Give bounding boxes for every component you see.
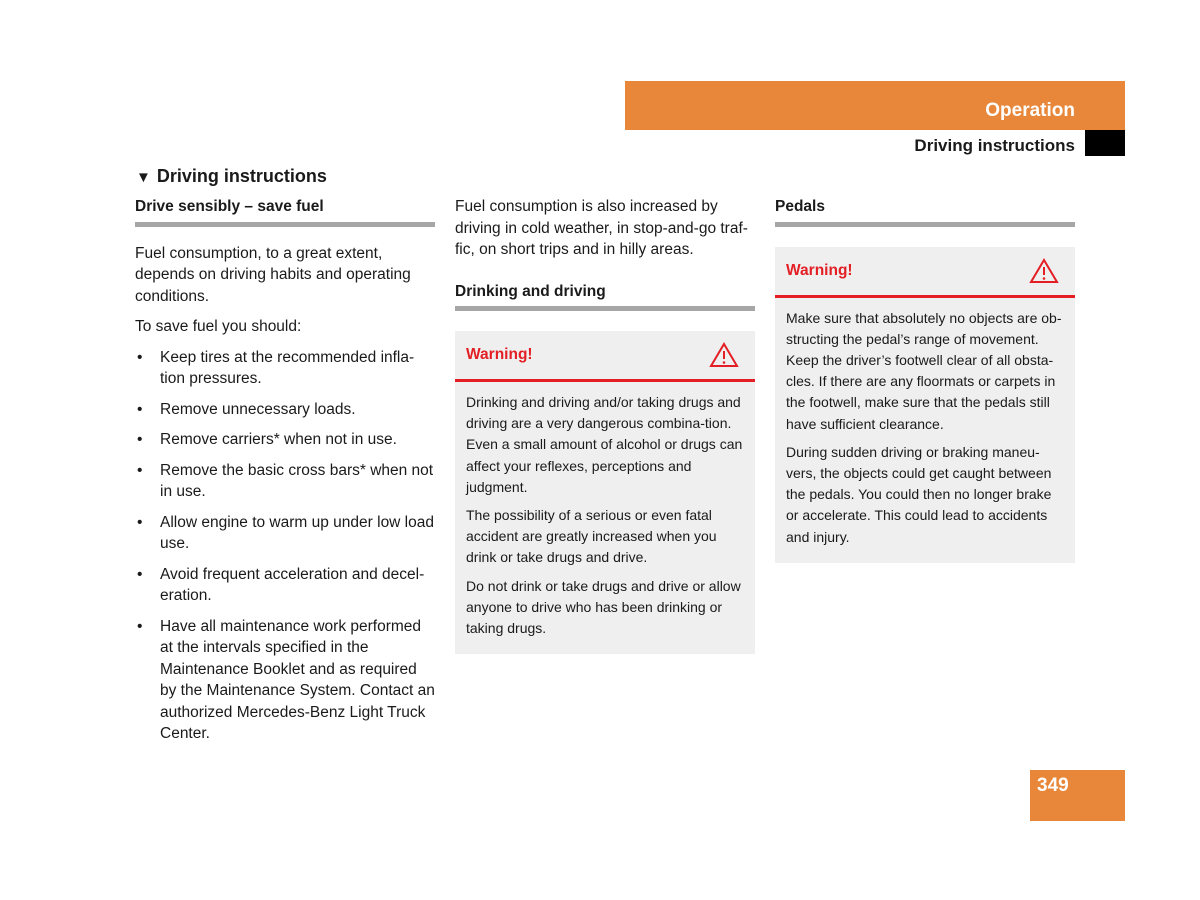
column-pedals <box>775 196 1075 563</box>
warning-paragraph: Do not drink or take drugs and drive or allow anyone to drive who has been drinking or taking drugs. <box>466 577 741 637</box>
triangle-down-icon: ▼ <box>136 169 151 186</box>
warning-body <box>455 382 755 654</box>
list-item <box>135 429 435 451</box>
subheading-drinking: Drinking and driving <box>455 281 755 312</box>
warning-triangle-icon <box>1029 258 1059 284</box>
bullet-icon: • <box>137 400 143 418</box>
fuel-tips-list <box>135 347 435 745</box>
list-item-text: Remove unnecessary loads. <box>160 400 356 418</box>
warning-paragraph: The possibility of a serious or even fatal accident are greatly increased when you drink or take drugs and drive. <box>466 507 717 566</box>
bullet-icon: • <box>137 461 143 479</box>
section-title: Operation <box>985 100 1075 121</box>
paragraph-intro: Fuel consumption is also increased by driving in cold weather, in stop-and-go traf-fic, on short trips and in hilly areas. <box>455 198 748 258</box>
list-item <box>135 564 435 607</box>
warning-box <box>455 331 755 654</box>
warning-header <box>455 331 755 382</box>
bullet-icon: • <box>137 348 143 366</box>
bullet-icon: • <box>137 513 143 531</box>
warning-triangle-icon <box>709 342 739 368</box>
warning-paragraph: Drinking and driving and/or taking drugs and driving are a very dangerous combina-tion. Even a small amount of alcohol or drugs can affect your reflexes, perceptions and judgment. <box>466 394 743 495</box>
subsection-title: Driving instructions <box>914 136 1075 155</box>
paragraph-intro: Fuel consumption, to a great extent, depends on driving habits and operating conditions. <box>135 244 411 305</box>
column-drinking <box>455 196 755 654</box>
page-heading <box>136 166 327 187</box>
list-item-text: Have all maintenance work performed at the intervals specified in the Maintenance Booklet and as required by the Maintenance System. Contact an authorized Mercedes-Benz Light Truck Center. <box>160 617 435 742</box>
list-item <box>135 347 435 390</box>
page-number: 349 <box>1037 775 1069 796</box>
page-heading-title: Driving instructions <box>156 166 327 186</box>
warning-paragraph: Make sure that absolutely no objects are ob-structing the pedal’s range of movement. Keep the driver’s footwell clear of all obsta-cles. If there are any floormats or carpets in the footwell, make sure that the pedals still have sufficient clearance. <box>786 309 1062 432</box>
bullet-icon: • <box>137 617 143 635</box>
list-item-text: Avoid frequent acceleration and decel-eration. <box>160 565 425 604</box>
bullet-icon: • <box>137 431 143 448</box>
list-item <box>135 512 435 555</box>
list-item <box>135 460 435 503</box>
warning-label: Warning! <box>466 346 533 364</box>
warning-paragraph: During sudden driving or braking maneu-vers, the objects could get caught between the pedals. You could then no longer brake or accelerate. This could lead to accidents and injury. <box>786 443 1052 545</box>
list-item <box>135 399 435 421</box>
subheading-pedals: Pedals <box>775 196 1075 227</box>
bullet-icon: • <box>137 565 143 583</box>
list-item-text: Remove carriers* when not in use. <box>160 431 397 448</box>
column-fuel <box>135 196 435 754</box>
paragraph-lead: To save fuel you should: <box>135 318 302 335</box>
warning-box <box>775 247 1075 563</box>
list-item-text: Allow engine to warm up under low load use. <box>160 513 434 552</box>
list-item-text: Remove the basic cross bars* when not in use. <box>160 461 434 500</box>
list-item-text: Keep tires at the recommended infla-tion pressures. <box>160 348 415 387</box>
subheading-save-fuel: Drive sensibly – save fuel <box>135 196 435 227</box>
warning-body <box>775 298 1075 563</box>
warning-label: Warning! <box>786 261 853 279</box>
warning-header <box>775 247 1075 298</box>
section-tab-marker <box>1085 130 1125 156</box>
list-item <box>135 616 435 745</box>
